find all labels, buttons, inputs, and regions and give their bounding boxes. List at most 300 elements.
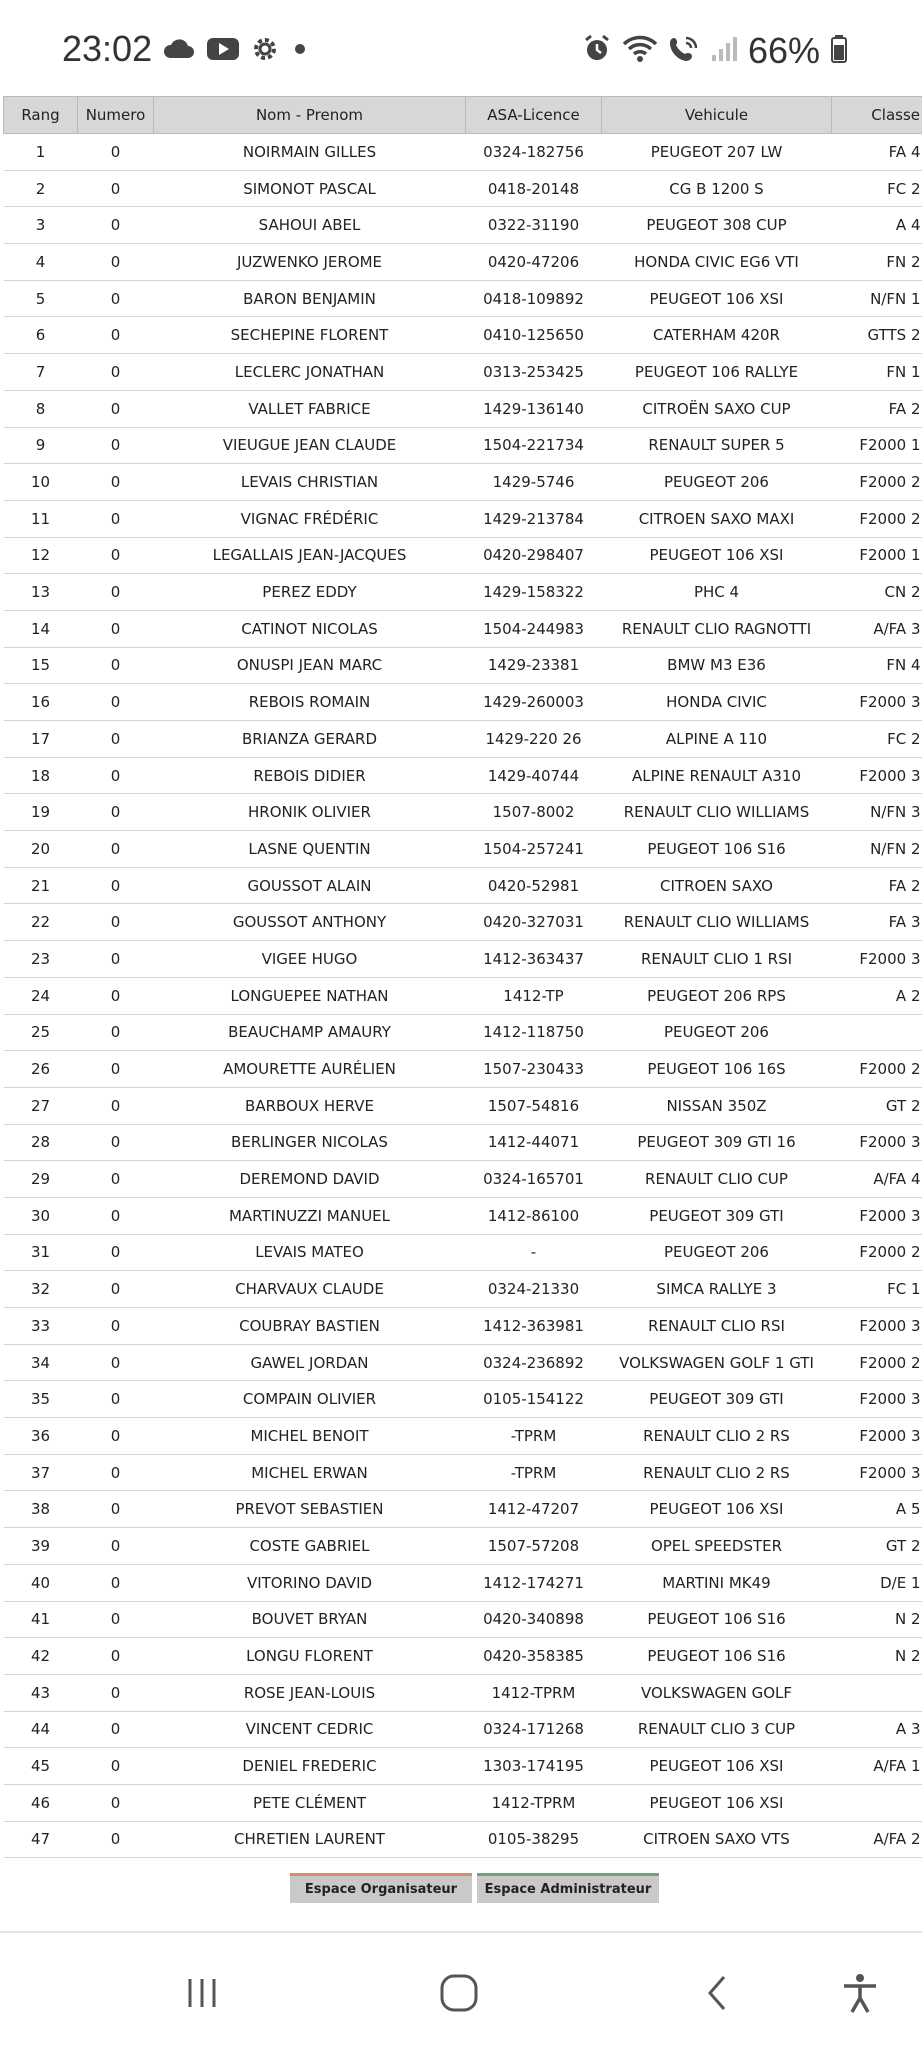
status-icons-left xyxy=(162,34,310,68)
cell-vehicule: SIMCA RALLYE 3 xyxy=(602,1271,832,1308)
cell-asa-licence: 0324-21330 xyxy=(466,1271,602,1308)
cell-asa-licence: 1504-221734 xyxy=(466,427,602,464)
cell-rang: 21 xyxy=(4,867,78,904)
cell-nom-prenom: DENIEL FREDERIC xyxy=(154,1748,466,1785)
cell-asa-licence: 1504-257241 xyxy=(466,831,602,868)
cell-numero: 0 xyxy=(78,1711,154,1748)
cell-rang: 46 xyxy=(4,1784,78,1821)
cell-classe: F2000 2 xyxy=(832,1234,922,1271)
cell-classe: F2000 2 xyxy=(832,500,922,537)
cell-asa-licence: 0420-327031 xyxy=(466,904,602,941)
cell-numero: 0 xyxy=(78,280,154,317)
table-row[interactable] xyxy=(4,1748,922,1785)
table-row[interactable] xyxy=(4,1528,922,1565)
table-row[interactable] xyxy=(4,1491,922,1528)
cell-classe: FC 2 xyxy=(832,721,922,758)
table-row[interactable] xyxy=(4,721,922,758)
cell-asa-licence: 1412-118750 xyxy=(466,1014,602,1051)
cell-nom-prenom: PETE CLÉMENT xyxy=(154,1784,466,1821)
cell-asa-licence: 0322-31190 xyxy=(466,207,602,244)
wifi-calling-icon xyxy=(668,34,700,68)
cell-numero: 0 xyxy=(78,1528,154,1565)
cell-classe: D/E 1 xyxy=(832,1564,922,1601)
cell-nom-prenom: GAWEL JORDAN xyxy=(154,1344,466,1381)
cell-classe: F2000 3 xyxy=(832,1124,922,1161)
cell-vehicule: HONDA CIVIC xyxy=(602,684,832,721)
cell-rang: 25 xyxy=(4,1014,78,1051)
cell-classe: F2000 2 xyxy=(832,1051,922,1088)
cell-rang: 13 xyxy=(4,574,78,611)
recent-apps-icon[interactable] xyxy=(172,1963,232,2023)
cell-numero: 0 xyxy=(78,867,154,904)
alarm-icon xyxy=(582,34,612,68)
table-row[interactable] xyxy=(4,1051,922,1088)
table-row[interactable] xyxy=(4,464,922,501)
cell-numero: 0 xyxy=(78,1161,154,1198)
cell-numero: 0 xyxy=(78,1087,154,1124)
cell-rang: 40 xyxy=(4,1564,78,1601)
cell-classe: F2000 3 xyxy=(832,684,922,721)
cell-asa-licence: 1429-213784 xyxy=(466,500,602,537)
cell-vehicule: PEUGEOT 106 XSI xyxy=(602,1748,832,1785)
cell-nom-prenom: LEGALLAIS JEAN-JACQUES xyxy=(154,537,466,574)
battery-icon xyxy=(830,34,848,68)
cell-rang: 9 xyxy=(4,427,78,464)
cell-nom-prenom: COMPAIN OLIVIER xyxy=(154,1381,466,1418)
table-row[interactable] xyxy=(4,1638,922,1675)
cell-vehicule: PEUGEOT 206 xyxy=(602,1014,832,1051)
cell-classe: A/FA 3 xyxy=(832,610,922,647)
cell-nom-prenom: SIMONOT PASCAL xyxy=(154,170,466,207)
cell-rang: 18 xyxy=(4,757,78,794)
cell-numero: 0 xyxy=(78,1381,154,1418)
cell-numero: 0 xyxy=(78,1491,154,1528)
cell-nom-prenom: VINCENT CEDRIC xyxy=(154,1711,466,1748)
cell-numero: 0 xyxy=(78,354,154,391)
cell-nom-prenom: GOUSSOT ALAIN xyxy=(154,867,466,904)
cell-nom-prenom: ONUSPI JEAN MARC xyxy=(154,647,466,684)
cell-rang: 32 xyxy=(4,1271,78,1308)
cell-nom-prenom: LEVAIS MATEO xyxy=(154,1234,466,1271)
cell-classe: FA 3 xyxy=(832,904,922,941)
cell-classe: F2000 1 xyxy=(832,537,922,574)
cell-asa-licence: - xyxy=(466,1234,602,1271)
cell-nom-prenom: VIGNAC FRÉDÉRIC xyxy=(154,500,466,537)
cell-vehicule: PEUGEOT 308 CUP xyxy=(602,207,832,244)
results-table-container[interactable] xyxy=(3,96,922,1858)
cell-classe: FN 1 xyxy=(832,354,922,391)
cell-asa-licence: 1412-44071 xyxy=(466,1124,602,1161)
cell-numero: 0 xyxy=(78,647,154,684)
cell-numero: 0 xyxy=(78,1271,154,1308)
cell-rang: 28 xyxy=(4,1124,78,1161)
cell-rang: 14 xyxy=(4,610,78,647)
cell-asa-licence: 1429-260003 xyxy=(466,684,602,721)
table-row[interactable] xyxy=(4,390,922,427)
table-row[interactable] xyxy=(4,1784,922,1821)
cell-numero: 0 xyxy=(78,1051,154,1088)
table-row[interactable] xyxy=(4,280,922,317)
cell-nom-prenom: DEREMOND DAVID xyxy=(154,1161,466,1198)
cell-asa-licence: 1429-220 26 xyxy=(466,721,602,758)
cell-nom-prenom: LECLERC JONATHAN xyxy=(154,354,466,391)
table-row[interactable] xyxy=(4,244,922,281)
cell-nom-prenom: CHARVAUX CLAUDE xyxy=(154,1271,466,1308)
cell-nom-prenom: BARON BENJAMIN xyxy=(154,280,466,317)
cell-vehicule: PEUGEOT 309 GTI xyxy=(602,1197,832,1234)
cell-nom-prenom: VITORINO DAVID xyxy=(154,1564,466,1601)
cell-vehicule: PEUGEOT 106 S16 xyxy=(602,1601,832,1638)
cell-numero: 0 xyxy=(78,427,154,464)
cell-rang: 24 xyxy=(4,977,78,1014)
table-row[interactable] xyxy=(4,794,922,831)
cell-vehicule: PEUGEOT 309 GTI 16 xyxy=(602,1124,832,1161)
cell-asa-licence: 0324-182756 xyxy=(466,134,602,171)
cell-asa-licence: 1303-174195 xyxy=(466,1748,602,1785)
cell-rang: 7 xyxy=(4,354,78,391)
cell-nom-prenom: LASNE QUENTIN xyxy=(154,831,466,868)
cell-vehicule: PEUGEOT 206 xyxy=(602,464,832,501)
table-row[interactable] xyxy=(4,1271,922,1308)
cell-vehicule: PEUGEOT 106 XSI xyxy=(602,1491,832,1528)
table-row[interactable] xyxy=(4,1674,922,1711)
table-row[interactable] xyxy=(4,757,922,794)
cell-vehicule: ALPINE RENAULT A310 xyxy=(602,757,832,794)
cell-numero: 0 xyxy=(78,537,154,574)
cell-numero: 0 xyxy=(78,1124,154,1161)
table-row[interactable] xyxy=(4,1087,922,1124)
table-row[interactable] xyxy=(4,1344,922,1381)
table-row[interactable] xyxy=(4,1308,922,1345)
table-row[interactable] xyxy=(4,684,922,721)
cell-asa-licence: -TPRM xyxy=(466,1454,602,1491)
cell-vehicule: PEUGEOT 106 S16 xyxy=(602,831,832,868)
column-header-rang[interactable]: Rang xyxy=(4,97,78,134)
cell-numero: 0 xyxy=(78,1784,154,1821)
cell-classe: N 2 xyxy=(832,1601,922,1638)
cell-rang: 11 xyxy=(4,500,78,537)
clock: 23:02 xyxy=(62,28,153,69)
table-row[interactable] xyxy=(4,1014,922,1051)
cell-classe xyxy=(832,1784,922,1821)
cell-nom-prenom: PEREZ EDDY xyxy=(154,574,466,611)
cell-numero: 0 xyxy=(78,721,154,758)
cell-nom-prenom: ROSE JEAN-LOUIS xyxy=(154,1674,466,1711)
table-row[interactable] xyxy=(4,1381,922,1418)
cell-classe: N/FN 2 xyxy=(832,831,922,868)
cell-nom-prenom: MICHEL ERWAN xyxy=(154,1454,466,1491)
cell-numero: 0 xyxy=(78,941,154,978)
cell-asa-licence: 1412-TPRM xyxy=(466,1784,602,1821)
cell-numero: 0 xyxy=(78,831,154,868)
cell-asa-licence: -TPRM xyxy=(466,1418,602,1455)
cell-classe: A 5 xyxy=(832,1491,922,1528)
cell-classe: FN 4 xyxy=(832,647,922,684)
cell-classe: A 3 xyxy=(832,1711,922,1748)
cell-numero: 0 xyxy=(78,1748,154,1785)
cell-asa-licence: 1507-57208 xyxy=(466,1528,602,1565)
cell-numero: 0 xyxy=(78,684,154,721)
cell-asa-licence: 1429-158322 xyxy=(466,574,602,611)
table-row[interactable] xyxy=(4,1124,922,1161)
cell-vehicule: PEUGEOT 106 XSI xyxy=(602,1784,832,1821)
cell-nom-prenom: COUBRAY BASTIEN xyxy=(154,1308,466,1345)
table-row[interactable] xyxy=(4,574,922,611)
table-row[interactable] xyxy=(4,1161,922,1198)
cell-numero: 0 xyxy=(78,390,154,427)
table-row[interactable] xyxy=(4,610,922,647)
cell-rang: 45 xyxy=(4,1748,78,1785)
cell-vehicule: VOLKSWAGEN GOLF 1 GTI xyxy=(602,1344,832,1381)
cell-rang: 26 xyxy=(4,1051,78,1088)
cell-numero: 0 xyxy=(78,1197,154,1234)
cell-rang: 31 xyxy=(4,1234,78,1271)
cell-rang: 4 xyxy=(4,244,78,281)
table-row[interactable] xyxy=(4,317,922,354)
cell-vehicule: RENAULT CLIO 2 RS xyxy=(602,1454,832,1491)
table-row[interactable] xyxy=(4,1234,922,1271)
home-icon[interactable] xyxy=(429,1963,489,2023)
table-row[interactable] xyxy=(4,831,922,868)
cell-vehicule: CITROEN SAXO VTS xyxy=(602,1821,832,1858)
column-header-vehicule[interactable]: Vehicule xyxy=(602,97,832,134)
cell-numero: 0 xyxy=(78,757,154,794)
footer-buttons xyxy=(0,1873,922,1905)
cell-vehicule: ALPINE A 110 xyxy=(602,721,832,758)
cell-numero: 0 xyxy=(78,1454,154,1491)
cell-asa-licence: 1507-8002 xyxy=(466,794,602,831)
cell-classe: FA 4 xyxy=(832,134,922,171)
cell-classe: A/FA 2 xyxy=(832,1821,922,1858)
cell-nom-prenom: HRONIK OLIVIER xyxy=(154,794,466,831)
cell-numero: 0 xyxy=(78,1308,154,1345)
cell-asa-licence: 0420-358385 xyxy=(466,1638,602,1675)
cell-vehicule: PEUGEOT 106 S16 xyxy=(602,1638,832,1675)
notification-dot-icon xyxy=(290,39,310,63)
table-row[interactable] xyxy=(4,170,922,207)
cell-classe: F2000 3 xyxy=(832,1381,922,1418)
cell-nom-prenom: LONGU FLORENT xyxy=(154,1638,466,1675)
cell-nom-prenom: CHRETIEN LAURENT xyxy=(154,1821,466,1858)
cell-numero: 0 xyxy=(78,977,154,1014)
cell-asa-licence: 1412-TPRM xyxy=(466,1674,602,1711)
cell-vehicule: HONDA CIVIC EG6 VTI xyxy=(602,244,832,281)
accessibility-icon[interactable] xyxy=(830,1963,890,2023)
table-row[interactable] xyxy=(4,134,922,171)
cell-classe: FC 1 xyxy=(832,1271,922,1308)
cell-asa-licence: 0410-125650 xyxy=(466,317,602,354)
cell-rang: 16 xyxy=(4,684,78,721)
cell-classe: F2000 2 xyxy=(832,464,922,501)
cell-rang: 15 xyxy=(4,647,78,684)
cell-classe: F2000 3 xyxy=(832,757,922,794)
cell-rang: 12 xyxy=(4,537,78,574)
column-header-nom-prenom[interactable]: Nom - Prenom xyxy=(154,97,466,134)
back-icon[interactable] xyxy=(688,1963,748,2023)
cell-rang: 6 xyxy=(4,317,78,354)
cell-classe: N 2 xyxy=(832,1638,922,1675)
cell-nom-prenom: VIGEE HUGO xyxy=(154,941,466,978)
cell-classe: F2000 2 xyxy=(832,1344,922,1381)
cell-vehicule: BMW M3 E36 xyxy=(602,647,832,684)
cell-numero: 0 xyxy=(78,1821,154,1858)
cell-vehicule: PEUGEOT 106 16S xyxy=(602,1051,832,1088)
cell-rang: 1 xyxy=(4,134,78,171)
cell-classe: A 2 xyxy=(832,977,922,1014)
cell-numero: 0 xyxy=(78,464,154,501)
cell-nom-prenom: SAHOUI ABEL xyxy=(154,207,466,244)
table-header-row xyxy=(4,97,922,134)
cell-nom-prenom: MARTINUZZI MANUEL xyxy=(154,1197,466,1234)
table-row[interactable] xyxy=(4,867,922,904)
cell-numero: 0 xyxy=(78,170,154,207)
cell-vehicule: CATERHAM 420R xyxy=(602,317,832,354)
cell-asa-licence: 1504-244983 xyxy=(466,610,602,647)
cell-asa-licence: 1507-230433 xyxy=(466,1051,602,1088)
cell-asa-licence: 0420-340898 xyxy=(466,1601,602,1638)
table-row[interactable] xyxy=(4,1454,922,1491)
cell-vehicule: CG B 1200 S xyxy=(602,170,832,207)
cell-rang: 8 xyxy=(4,390,78,427)
table-body xyxy=(4,134,922,1858)
cloud-icon xyxy=(162,38,196,64)
cell-rang: 5 xyxy=(4,280,78,317)
cell-nom-prenom: VIEUGUE JEAN CLAUDE xyxy=(154,427,466,464)
cell-asa-licence: 1412-174271 xyxy=(466,1564,602,1601)
android-navigation-bar xyxy=(0,1933,922,2048)
column-header-asa-licence[interactable]: ASA-Licence xyxy=(466,97,602,134)
cell-vehicule: RENAULT CLIO 2 RS xyxy=(602,1418,832,1455)
cell-rang: 41 xyxy=(4,1601,78,1638)
cell-vehicule: PEUGEOT 106 XSI xyxy=(602,537,832,574)
cell-asa-licence: 0105-38295 xyxy=(466,1821,602,1858)
table-row[interactable] xyxy=(4,1601,922,1638)
table-row[interactable] xyxy=(4,1564,922,1601)
cell-classe: F2000 1 xyxy=(832,427,922,464)
cell-vehicule: PEUGEOT 206 xyxy=(602,1234,832,1271)
cell-asa-licence: 0418-20148 xyxy=(466,170,602,207)
cell-vehicule: PEUGEOT 309 GTI xyxy=(602,1381,832,1418)
cell-rang: 29 xyxy=(4,1161,78,1198)
cell-vehicule: RENAULT SUPER 5 xyxy=(602,427,832,464)
table-row[interactable] xyxy=(4,354,922,391)
cell-asa-licence: 1412-86100 xyxy=(466,1197,602,1234)
cell-asa-licence: 0418-109892 xyxy=(466,280,602,317)
cell-asa-licence: 1429-136140 xyxy=(466,390,602,427)
cell-rang: 27 xyxy=(4,1087,78,1124)
cell-asa-licence: 1429-40744 xyxy=(466,757,602,794)
cell-vehicule: PEUGEOT 106 RALLYE xyxy=(602,354,832,391)
table-row[interactable] xyxy=(4,207,922,244)
cell-vehicule: CITROEN SAXO xyxy=(602,867,832,904)
cell-nom-prenom: LEVAIS CHRISTIAN xyxy=(154,464,466,501)
cell-nom-prenom: COSTE GABRIEL xyxy=(154,1528,466,1565)
cell-asa-licence: 1412-363437 xyxy=(466,941,602,978)
table-row[interactable] xyxy=(4,1418,922,1455)
cell-vehicule: PEUGEOT 206 RPS xyxy=(602,977,832,1014)
cell-classe xyxy=(832,1014,922,1051)
table-row[interactable] xyxy=(4,1821,922,1858)
table-row[interactable] xyxy=(4,904,922,941)
cell-rang: 20 xyxy=(4,831,78,868)
cell-nom-prenom: BEAUCHAMP AMAURY xyxy=(154,1014,466,1051)
table-row[interactable] xyxy=(4,1197,922,1234)
cell-numero: 0 xyxy=(78,1638,154,1675)
cell-asa-licence: 1412-363981 xyxy=(466,1308,602,1345)
table-row[interactable] xyxy=(4,427,922,464)
cell-rang: 34 xyxy=(4,1344,78,1381)
cell-numero: 0 xyxy=(78,1344,154,1381)
table-row[interactable] xyxy=(4,941,922,978)
cell-asa-licence: 1429-23381 xyxy=(466,647,602,684)
cell-asa-licence: 0420-298407 xyxy=(466,537,602,574)
table-row[interactable] xyxy=(4,647,922,684)
table-row[interactable] xyxy=(4,977,922,1014)
cell-classe: A/FA 1 xyxy=(832,1748,922,1785)
cell-vehicule: OPEL SPEEDSTER xyxy=(602,1528,832,1565)
cell-nom-prenom: BOUVET BRYAN xyxy=(154,1601,466,1638)
table-row[interactable] xyxy=(4,1711,922,1748)
cell-vehicule: CITROËN SAXO CUP xyxy=(602,390,832,427)
results-table xyxy=(3,96,922,1858)
espace-organisateur-button[interactable]: Espace Organisateur xyxy=(290,1873,472,1903)
cell-classe: FA 2 xyxy=(832,390,922,427)
cell-asa-licence: 0324-165701 xyxy=(466,1161,602,1198)
cell-nom-prenom: BERLINGER NICOLAS xyxy=(154,1124,466,1161)
cell-vehicule: RENAULT CLIO CUP xyxy=(602,1161,832,1198)
status-bar xyxy=(0,0,922,100)
table-row[interactable] xyxy=(4,500,922,537)
cell-vehicule: RENAULT CLIO WILLIAMS xyxy=(602,904,832,941)
wifi-icon xyxy=(622,34,658,68)
cell-vehicule: PHC 4 xyxy=(602,574,832,611)
cell-classe xyxy=(832,1674,922,1711)
cell-nom-prenom: JUZWENKO JEROME xyxy=(154,244,466,281)
cell-vehicule: RENAULT CLIO RSI xyxy=(602,1308,832,1345)
cell-nom-prenom: SECHEPINE FLORENT xyxy=(154,317,466,354)
column-header-classe[interactable]: Classe xyxy=(832,97,922,134)
cell-numero: 0 xyxy=(78,1234,154,1271)
cell-classe: GT 2 xyxy=(832,1528,922,1565)
cell-classe: F2000 3 xyxy=(832,1454,922,1491)
cell-nom-prenom: VALLET FABRICE xyxy=(154,390,466,427)
cell-nom-prenom: REBOIS ROMAIN xyxy=(154,684,466,721)
espace-administrateur-button[interactable]: Espace Administrateur xyxy=(477,1873,659,1903)
table-row[interactable] xyxy=(4,537,922,574)
cell-rang: 22 xyxy=(4,904,78,941)
cell-numero: 0 xyxy=(78,1564,154,1601)
cell-vehicule: RENAULT CLIO 3 CUP xyxy=(602,1711,832,1748)
cell-numero: 0 xyxy=(78,904,154,941)
status-icons-right xyxy=(582,28,848,74)
cell-numero: 0 xyxy=(78,134,154,171)
battery-percent: 66% xyxy=(747,30,820,71)
cell-vehicule: CITROEN SAXO MAXI xyxy=(602,500,832,537)
cell-numero: 0 xyxy=(78,1601,154,1638)
column-header-numero[interactable]: Numero xyxy=(78,97,154,134)
cell-nom-prenom: REBOIS DIDIER xyxy=(154,757,466,794)
cell-vehicule: PEUGEOT 207 LW xyxy=(602,134,832,171)
cell-nom-prenom: MICHEL BENOIT xyxy=(154,1418,466,1455)
settings-gear-icon xyxy=(250,34,280,68)
cell-classe: N/FN 1 xyxy=(832,280,922,317)
cell-classe: FA 2 xyxy=(832,867,922,904)
cell-asa-licence: 0420-52981 xyxy=(466,867,602,904)
cell-rang: 3 xyxy=(4,207,78,244)
cell-numero: 0 xyxy=(78,500,154,537)
cell-numero: 0 xyxy=(78,574,154,611)
cell-rang: 44 xyxy=(4,1711,78,1748)
